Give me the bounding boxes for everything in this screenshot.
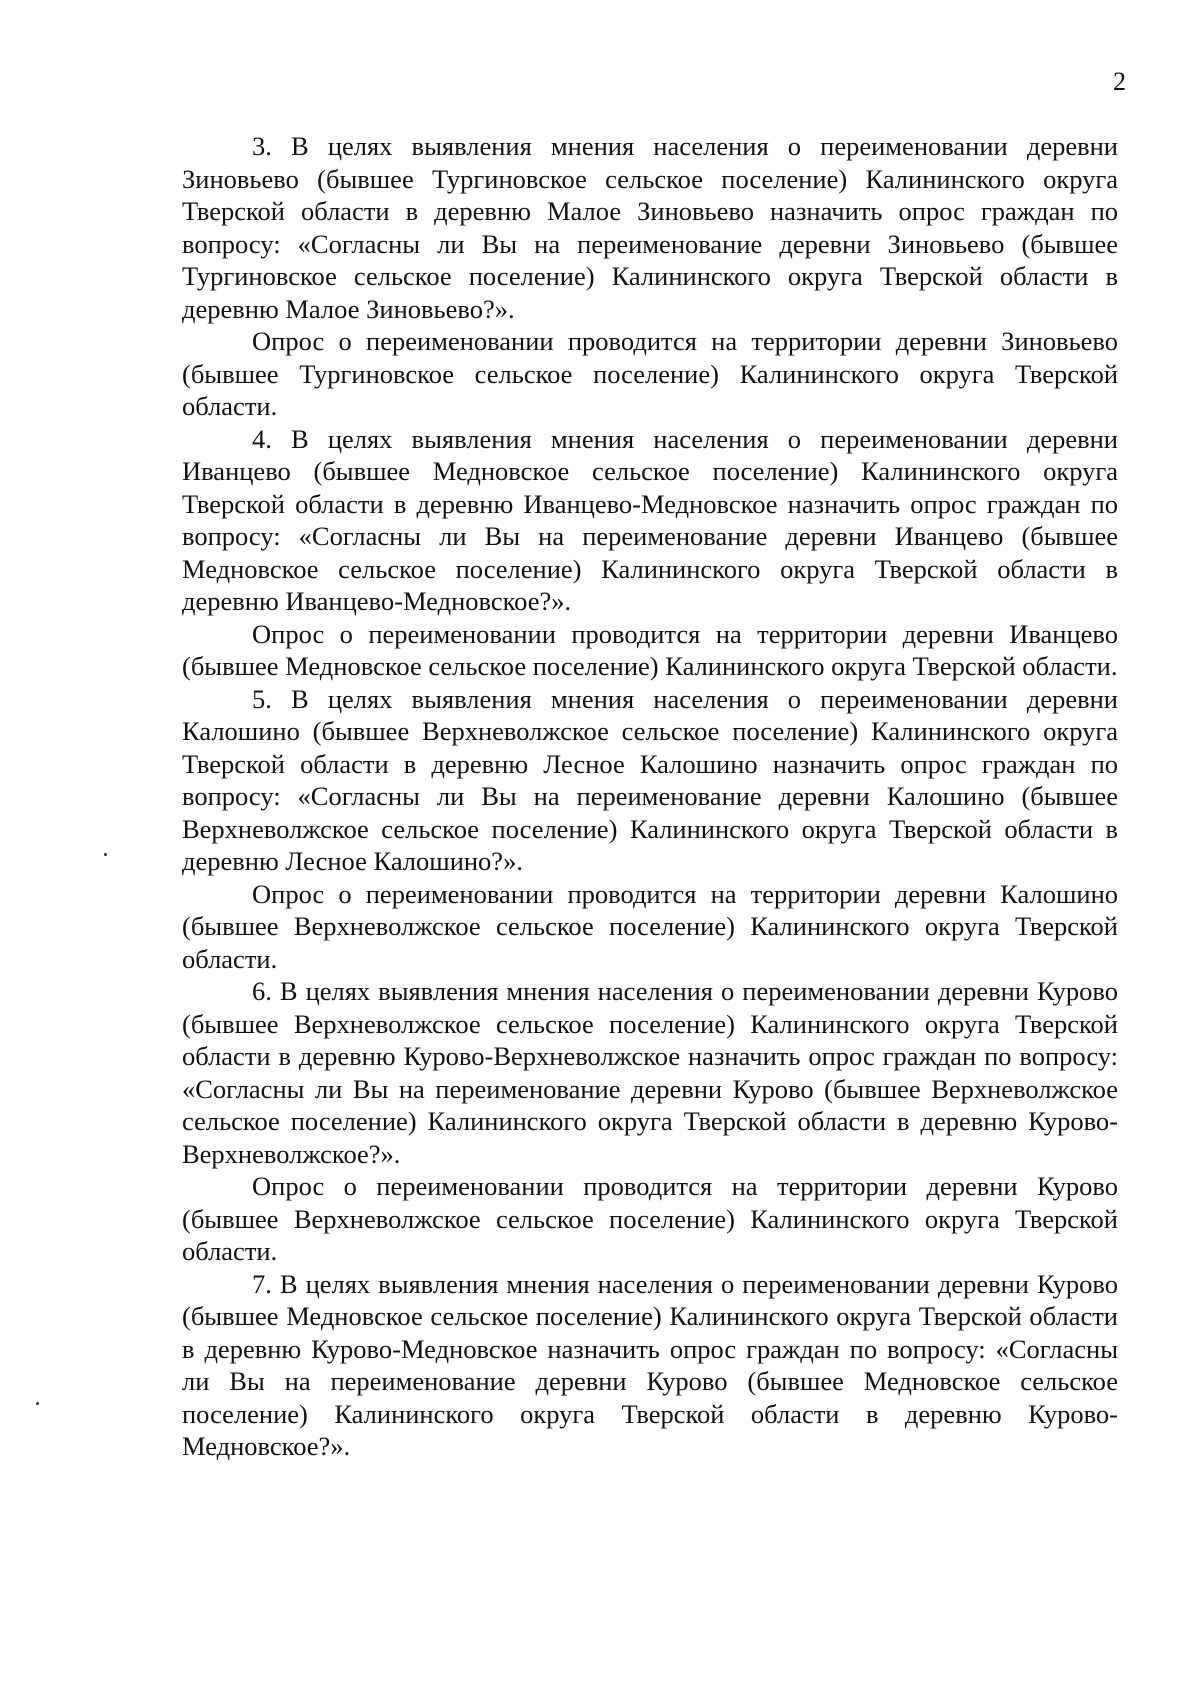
document-body <box>182 130 1118 1463</box>
paragraph-item-6: 6. В целях выявления мнения населения о переименовании деревни Курово (бывшее Верхневолжское сельское поселение) Калининского округа Тверской области в деревню Курово-Верхневолжское назначить опрос граждан по вопросу: «Согласны ли Вы на переименование деревни Курово (бывшее Верхневолжское сельское поселение) Калининского округа Тверской области в деревню Курово-Верхневолжское?». <box>182 976 1118 1169</box>
paragraph-item-5: 5. В целях выявления мнения населения о переименовании деревни Калошино (бывшее Верхневолжское сельское поселение) Калининского округа Тверской области в деревню Лесное Калошино назначить опрос граждан по вопросу: «Согласны ли Вы на переименование деревни Калошино (бывшее Верхневолжское сельское поселение) Калининского округа Тверской области в деревню Лесное Калошино?». <box>182 683 1118 876</box>
page-number: 2 <box>1113 67 1126 96</box>
paragraph-survey-3: Опрос о переименовании проводится на территории деревни Зиновьево (бывшее Тургиновское сельское поселение) Калининского округа Тверской области. <box>182 326 1118 421</box>
paragraph-item-4: 4. В целях выявления мнения населения о переименовании деревни Иванцево (бывшее Медновское сельское поселение) Калининского округа Тверской области в деревню Иванцево-Медновское назначить опрос граждан по вопросу: «Согласны ли Вы на переименование деревни Иванцево (бывшее Медновское сельское поселение) Калининского округа Тверской области в деревню Иванцево-Медновское?». <box>182 423 1118 616</box>
paragraph-survey-6: Опрос о переименовании проводится на территории деревни Курово (бывшее Верхневолжское сельское поселение) Калининского округа Тверской области. <box>182 1171 1118 1266</box>
paragraph-survey-4: Опрос о переименовании проводится на территории деревни Иванцево (бывшее Медновское сельское поселение) Калининского округа Тверской области. <box>182 618 1118 681</box>
paragraph-survey-5: Опрос о переименовании проводится на территории деревни Калошино (бывшее Верхневолжское сельское поселение) Калининского округа Тверской области. <box>182 878 1118 974</box>
paragraph-item-3: 3. В целях выявления мнения населения о переименовании деревни Зиновьево (бывшее Тургиновское сельское поселение) Калининского округа Тверской области в деревню Малое Зиновьево назначить опрос граждан по вопросу: «Согласны ли Вы на переименование деревни Зиновьево (бывшее Тургиновское сельское поселение) Калининского округа Тверской области в деревню Малое Зиновьево?». <box>182 131 1118 324</box>
scan-speck <box>36 1402 39 1405</box>
paragraph-item-7: 7. В целях выявления мнения населения о переименовании деревни Курово (бывшее Медновское сельское поселение) Калининского округа Тверской области в деревню Курово-Медновское назначить опрос граждан по вопросу: «Согласны ли Вы на переименование деревни Курово (бывшее Медновское сельское поселение) Калининского округа Тверской области в деревню Курово-Медновское?». <box>182 1268 1118 1461</box>
scan-speck <box>104 853 107 856</box>
